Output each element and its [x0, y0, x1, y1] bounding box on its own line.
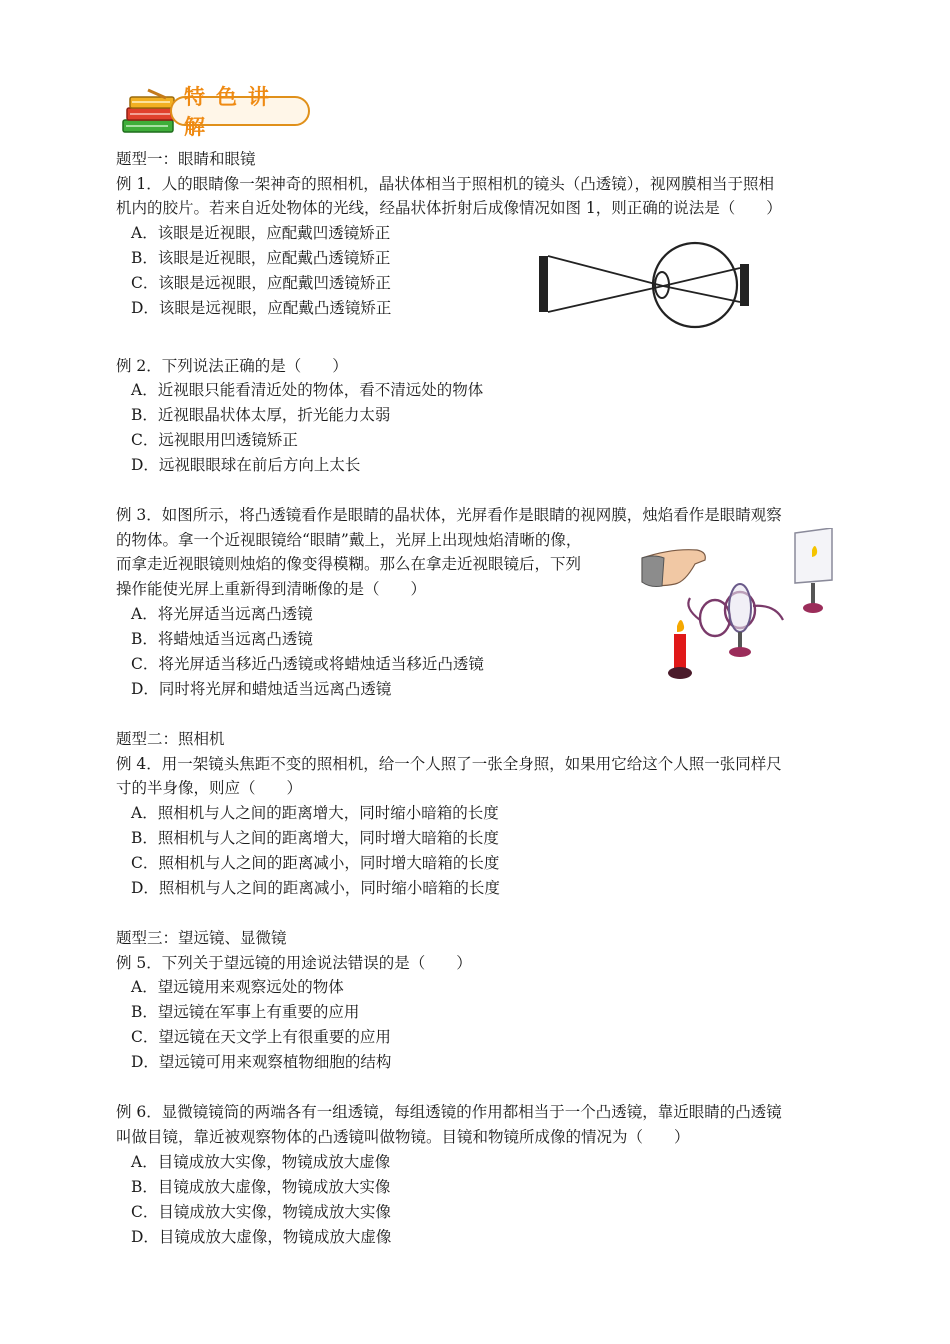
q3-stem-line: 例 3．如图所示，将凸透镜看作是眼睛的晶状体，光屏看作是眼睛的视网膜，烛焰看作是眼睛观察 — [116, 506, 782, 524]
q3-option-a[interactable]: A．将光屏适当远离凸透镜 — [131, 605, 313, 623]
q2-option-c[interactable]: C．远视眼用凹透镜矫正 — [131, 431, 298, 449]
q6-option-d[interactable]: D．目镜成放大虚像，物镜成放大虚像 — [131, 1228, 392, 1246]
q3-option-d[interactable]: D．同时将光屏和蜡烛适当远离凸透镜 — [131, 680, 392, 698]
badge-title: 特色讲解 — [184, 85, 280, 139]
q3-stem-line: 而拿走近视眼镜则烛焰的像变得模糊。那么在拿走近视眼镜后，下列 — [116, 555, 582, 573]
section-title-1: 题型一：眼睛和眼镜 — [116, 150, 256, 168]
section-header-badge — [120, 85, 320, 139]
q1-stem-line: 例 1．人的眼睛像一架神奇的照相机，晶状体相当于照相机的镜头（凸透镜），视网膜相当于照相 — [116, 175, 775, 193]
q4-option-d[interactable]: D．照相机与人之间的距离减小，同时缩小暗箱的长度 — [131, 879, 500, 897]
q1-option-b[interactable]: B．该眼是近视眼，应配戴凸透镜矫正 — [131, 249, 391, 267]
q3-option-c[interactable]: C．将光屏适当移近凸透镜或将蜡烛适当移近凸透镜 — [131, 655, 484, 673]
section-title-2: 题型二：照相机 — [116, 730, 225, 748]
badge-label-box — [170, 85, 310, 139]
q6-option-b[interactable]: B．目镜成放大虚像，物镜成放大实像 — [131, 1178, 391, 1196]
eye-diagram-figure — [535, 238, 755, 330]
q1-stem-line: 机内的胶片。若来自近处物体的光线，经晶状体折射后成像情况如图 1，则正确的说法是（ ） — [116, 199, 782, 217]
section-title-3: 题型三：望远镜、显微镜 — [116, 929, 287, 947]
q3-option-b[interactable]: B．将蜡烛适当远离凸透镜 — [131, 630, 313, 648]
q6-option-a[interactable]: A．目镜成放大实像，物镜成放大虚像 — [131, 1153, 391, 1171]
q4-option-a[interactable]: A．照相机与人之间的距离增大，同时缩小暗箱的长度 — [131, 804, 499, 822]
q4-option-c[interactable]: C．照相机与人之间的距离减小，同时增大暗箱的长度 — [131, 854, 500, 872]
q6-stem-line: 例 6．显微镜镜筒的两端各有一组透镜，每组透镜的作用都相当于一个凸透镜，靠近眼睛的凸透镜 — [116, 1103, 782, 1121]
q1-option-c[interactable]: C．该眼是远视眼，应配戴凹透镜矫正 — [131, 274, 391, 292]
q4-option-b[interactable]: B．照相机与人之间的距离增大，同时增大暗箱的长度 — [131, 829, 499, 847]
q3-stem-line: 的物体。拿一个近视眼镜给“眼睛”戴上，光屏上出现烛焰清晰的像， — [116, 531, 582, 549]
q2-option-a[interactable]: A．近视眼只能看清近处的物体，看不清远处的物体 — [131, 381, 484, 399]
q3-stem-line: 操作能使光屏上重新得到清晰像的是（ ） — [116, 580, 427, 598]
q5-option-d[interactable]: D．望远镜可用来观察植物细胞的结构 — [131, 1053, 392, 1071]
lens-experiment-figure — [640, 528, 840, 683]
q1-option-a[interactable]: A．该眼是近视眼，应配戴凹透镜矫正 — [131, 224, 391, 242]
q5-option-a[interactable]: A．望远镜用来观察远处的物体 — [131, 978, 344, 996]
q2-option-b[interactable]: B．近视眼晶状体太厚，折光能力太弱 — [131, 406, 391, 424]
q6-stem-line: 叫做目镜，靠近被观察物体的凸透镜叫做物镜。目镜和物镜所成像的情况为（ ） — [116, 1128, 690, 1146]
q6-option-c[interactable]: C．目镜成放大实像，物镜成放大实像 — [131, 1203, 391, 1221]
q5-stem-line: 例 5．下列关于望远镜的用途说法错误的是（ ） — [116, 954, 472, 972]
q1-option-d[interactable]: D．该眼是远视眼，应配戴凸透镜矫正 — [131, 299, 392, 317]
q5-option-c[interactable]: C．望远镜在天文学上有很重要的应用 — [131, 1028, 391, 1046]
q4-stem-line: 例 4．用一架镜头焦距不变的照相机，给一个人照了一张全身照，如果用它给这个人照一张同样尺 — [116, 755, 782, 773]
q2-stem-line: 例 2．下列说法正确的是（ ） — [116, 357, 348, 375]
q4-stem-line: 寸的半身像，则应（ ） — [116, 779, 303, 797]
q2-option-d[interactable]: D．远视眼眼球在前后方向上太长 — [131, 456, 361, 474]
q5-option-b[interactable]: B．望远镜在军事上有重要的应用 — [131, 1003, 360, 1021]
